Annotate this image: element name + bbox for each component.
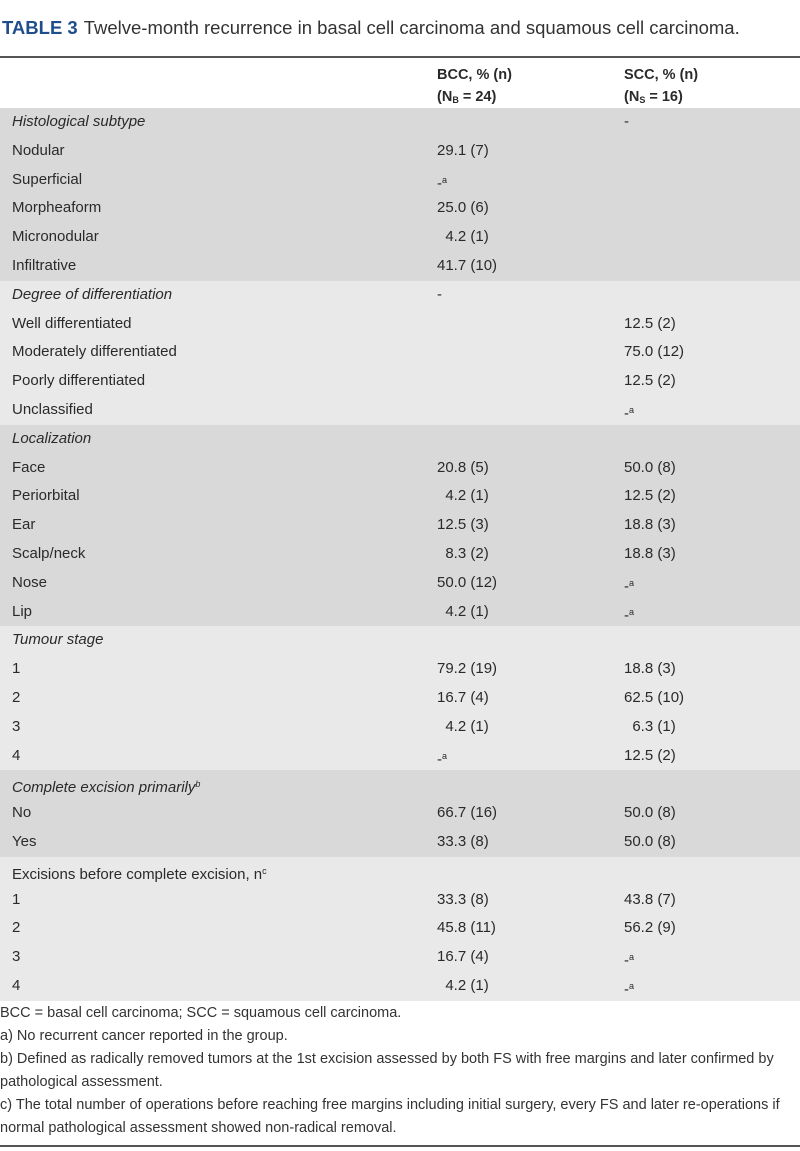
row-label: Superficial: [12, 170, 83, 188]
bcc-cell: 79.2 (19): [437, 660, 498, 678]
footnote-b: b) Defined as radically removed tumors at the 1st excision assessed by both FS with free margins and later confirmed by pathological assessment.: [0, 1051, 774, 1090]
row-label: Nose: [12, 573, 48, 591]
scc-cell: 18.8 (3): [624, 544, 676, 562]
bcc-cell: 4.2 (1): [437, 976, 489, 994]
table-row: [0, 972, 800, 1001]
scc-cell: 6.3 (1): [624, 717, 676, 735]
row-label: Lip: [12, 602, 33, 620]
section-header-row: [0, 281, 800, 310]
footnote-c: c) The total number of operations before reaching free margins including initial surgery, every FS and later re-operations if normal pathological assessment showed non-radical removal.: [0, 1097, 780, 1136]
bcc-cell: 4.2 (1): [437, 717, 489, 735]
section-label: Localization: [12, 429, 92, 447]
row-label: 3: [12, 717, 21, 735]
bcc-header-n: $(N_B = 24)$: [437, 89, 497, 105]
scc-cell: 62.5 (10): [624, 688, 685, 706]
scc-cell: 50.0 (8): [624, 804, 676, 822]
table-row: [0, 396, 800, 425]
scc-cell: 56.2 (9): [624, 919, 676, 937]
table-row: [0, 799, 800, 828]
table-row: [0, 367, 800, 396]
bcc-header-label: BCC, % (n): [437, 67, 512, 83]
scc-cell: -$^a$: [624, 404, 635, 422]
section-label: Tumour stage: [12, 631, 104, 649]
section-header-row: [0, 770, 800, 799]
row-label: 3: [12, 948, 21, 966]
scc-cell: 12.5 (2): [624, 314, 676, 332]
scc-cell: 12.5 (2): [624, 746, 676, 764]
table-row: [0, 684, 800, 713]
row-label: Ear: [12, 516, 36, 534]
row-label: Yes: [12, 832, 37, 850]
table-row: [0, 713, 800, 742]
table-row: [0, 166, 800, 195]
scc-cell: 18.8 (3): [624, 660, 676, 678]
table-body: [0, 108, 800, 1001]
row-label: Unclassified: [12, 400, 93, 418]
table-footnotes: [0, 1002, 800, 1140]
section-label: Complete excision primarily$^b$: [12, 779, 201, 797]
table-header: [0, 56, 800, 110]
section-header-row: [0, 857, 800, 886]
bcc-cell: 20.8 (5): [437, 458, 489, 476]
scc-cell: 50.0 (8): [624, 832, 676, 850]
scc-cell: 50.0 (8): [624, 458, 676, 476]
bcc-cell: 50.0 (12): [437, 573, 498, 591]
section-label: Histological subtype: [12, 113, 146, 130]
table-row: [0, 252, 800, 281]
bcc-cell: 41.7 (10): [437, 256, 498, 274]
scc-cell: -$^a$: [624, 980, 635, 998]
section-header-row: [0, 626, 800, 655]
bcc-cell: -$^a$: [437, 750, 448, 768]
row-label: Face: [12, 458, 46, 476]
row-label: Nodular: [12, 141, 65, 159]
table-caption: Twelve-month recurrence in basal cell carcinoma and squamous cell carcinoma.: [83, 17, 740, 38]
row-label: Micronodular: [12, 228, 99, 246]
section-label: Excisions before complete excision, $n^c$: [12, 865, 267, 883]
bcc-cell: 45.8 (11): [437, 919, 496, 937]
table-row: [0, 511, 800, 540]
section-label: Degree of differentiation: [12, 285, 173, 303]
bcc-cell: -$^a$: [437, 174, 448, 192]
table-row: [0, 310, 800, 339]
bcc-cell: 16.7 (4): [437, 948, 489, 966]
scc-cell: -: [624, 113, 629, 130]
table-row: [0, 569, 800, 598]
table-row: [0, 194, 800, 223]
scc-cell: 12.5 (2): [624, 372, 676, 390]
scc-cell: -$^a$: [624, 952, 635, 970]
table-row: [0, 454, 800, 483]
bottom-rule: [0, 1145, 800, 1147]
bcc-cell: -: [437, 285, 442, 303]
table-row: [0, 914, 800, 943]
table-row: [0, 482, 800, 511]
bcc-cell: 66.7 (16): [437, 804, 498, 822]
row-label: 4: [12, 746, 21, 764]
bcc-cell: 25.0 (6): [437, 199, 489, 217]
row-label: 1: [12, 660, 21, 678]
table-row: [0, 598, 800, 627]
table-number: TABLE 3: [2, 17, 78, 38]
section-header-row: [0, 108, 800, 137]
row-label: No: [12, 804, 32, 822]
bcc-cell: 4.2 (1): [437, 228, 489, 246]
bcc-cell: 4.2 (1): [437, 602, 489, 620]
row-label: 2: [12, 919, 21, 937]
table-title: [2, 17, 740, 39]
scc-cell: 43.8 (7): [624, 890, 676, 908]
bcc-cell: 33.3 (8): [437, 890, 489, 908]
row-label: Morpheaform: [12, 199, 102, 217]
scc-header-n: $(N_S = 16)$: [624, 89, 683, 105]
row-label: 2: [12, 688, 21, 706]
table-row: [0, 943, 800, 972]
footnote-a: a) No recurrent cancer reported in the group.: [0, 1028, 288, 1044]
table-row: [0, 655, 800, 684]
scc-cell: -$^a$: [624, 577, 635, 595]
scc-cell: 75.0 (12): [624, 343, 685, 361]
table-row: [0, 540, 800, 569]
row-label: Well differentiated: [12, 314, 132, 332]
scc-cell: -$^a$: [624, 606, 635, 624]
footnote-abbreviations: BCC = basal cell carcinoma; SCC = squamous cell carcinoma.: [0, 1005, 402, 1021]
table-row: [0, 886, 800, 915]
bcc-column-header: [437, 64, 512, 111]
row-label: Moderately differentiated: [12, 343, 177, 361]
row-label: 1: [12, 890, 21, 908]
row-label: 4: [12, 976, 21, 994]
section-header-row: [0, 425, 800, 454]
bcc-cell: 4.2 (1): [437, 487, 489, 505]
table-row: [0, 828, 800, 857]
table-row: [0, 338, 800, 367]
bcc-cell: 33.3 (8): [437, 832, 489, 850]
bcc-cell: 29.1 (7): [437, 141, 489, 159]
row-label: Scalp/neck: [12, 544, 86, 562]
bcc-cell: 8.3 (2): [437, 544, 489, 562]
scc-cell: 18.8 (3): [624, 516, 676, 534]
scc-column-header: [624, 64, 698, 111]
scc-header-label: SCC, % (n): [624, 67, 699, 83]
table-row: [0, 137, 800, 166]
bcc-cell: 12.5 (3): [437, 516, 489, 534]
bcc-cell: 16.7 (4): [437, 688, 489, 706]
table-row: [0, 223, 800, 252]
row-label: Periorbital: [12, 487, 80, 505]
row-label: Poorly differentiated: [12, 372, 146, 390]
row-label: Infiltrative: [12, 256, 77, 274]
scc-cell: 12.5 (2): [624, 487, 676, 505]
table-row: [0, 742, 800, 771]
